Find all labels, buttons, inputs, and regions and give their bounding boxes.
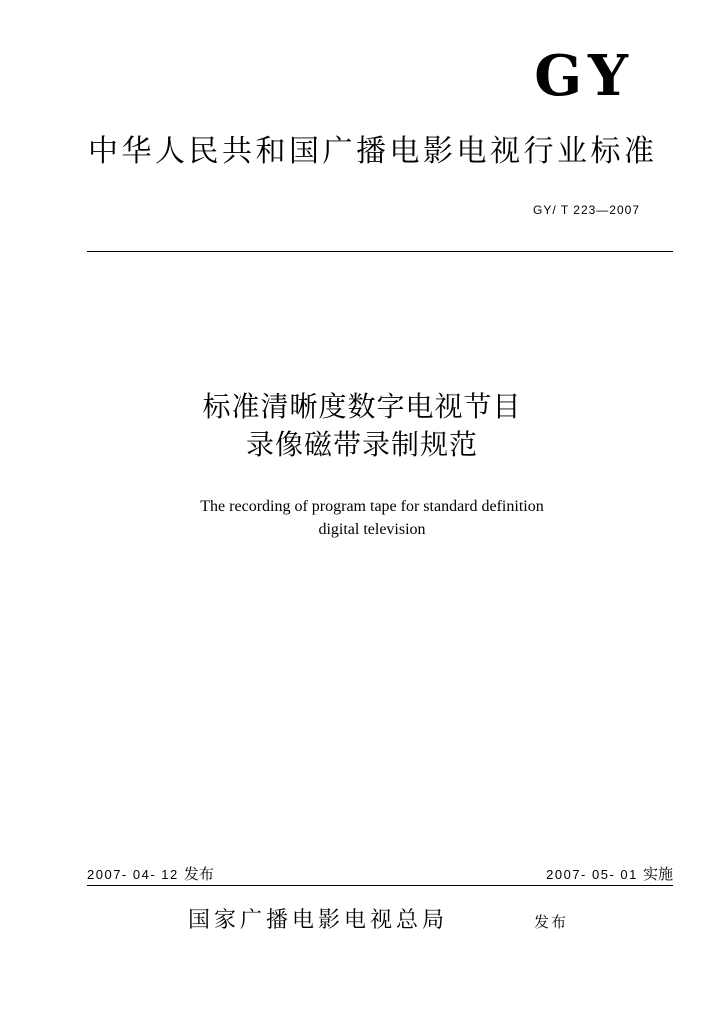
issue-date: 2007- 04- 12 — [87, 867, 179, 882]
title-en-line-2: digital television — [318, 521, 426, 538]
title-en-line-1: The recording of program tape for standard definition — [200, 498, 544, 515]
issue-label: 发布 — [183, 865, 214, 883]
standard-number: GY/ T 223—2007 — [533, 203, 640, 217]
effective-date-group — [546, 864, 673, 885]
bottom-divider — [87, 885, 673, 886]
effective-label: 实施 — [642, 865, 673, 883]
issuing-authority: 国家广播电影电视总局 — [188, 908, 449, 933]
effective-date: 2007- 05- 01 — [546, 867, 638, 882]
top-divider — [87, 251, 673, 252]
document-title-english — [0, 495, 724, 541]
date-row — [87, 864, 673, 884]
standard-category-title: 中华人民共和国广播电影电视行业标准 — [88, 134, 658, 169]
issued-by-label: 发布 — [534, 913, 569, 931]
standard-logo: GY — [534, 43, 634, 109]
title-cn-line-1: 标准清晰度数字电视节目 — [202, 390, 522, 423]
issue-date-group — [87, 864, 214, 885]
document-title-chinese — [0, 388, 724, 464]
title-cn-line-2: 录像磁带录制规范 — [245, 428, 478, 461]
